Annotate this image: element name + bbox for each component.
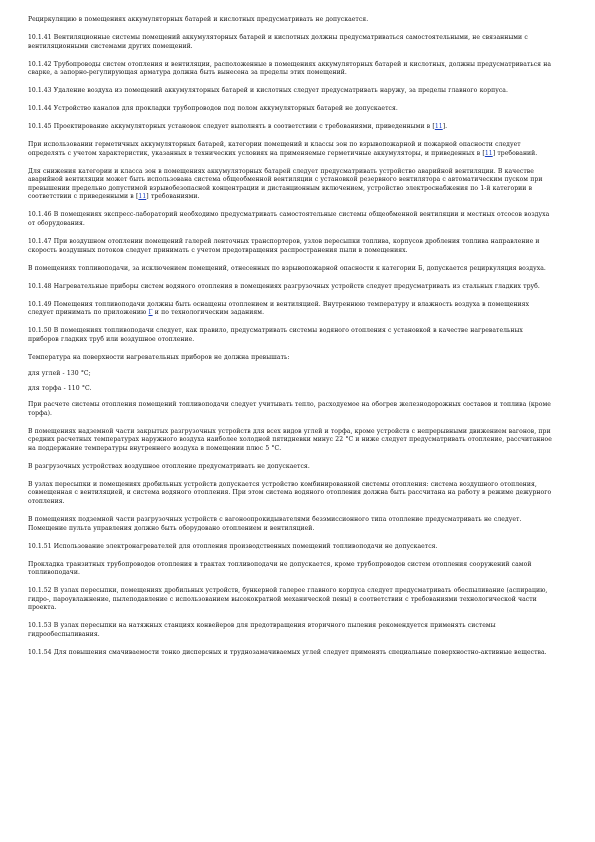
paragraph-text: 10.1.41 Вентиляционные системы помещений аккумуляторных батарей и кислотных должны предусматриваться самостоятельными, не связанными с вентиляционными системами других помещений. [28,33,528,50]
paragraph [28,516,555,533]
paragraph-text: 10.1.53 В узлах пересыпки на натяжных станциях конвейеров для предотвращения вторичного пыления рекомендуется применять системы гидрообеспыливания. [28,622,496,638]
paragraph [28,354,555,363]
reference-link[interactable]: 11 [484,149,493,157]
paragraph-text: Прокладка транзитных трубопроводов отопления в трактах топливоподачи не допускается, кроме трубопроводов систем отопления сооружений самой топливоподачи. [28,560,532,577]
paragraph [28,105,555,114]
paragraph [28,481,555,507]
paragraph [28,141,555,158]
paragraph-text: Температура на поверхности нагревательных приборов не должна превышать: [28,353,290,361]
paragraph-text: 10.1.43 Удаление воздуха из помещений аккумуляторных батарей и кислотных следует предусматривать наружу, за пределы главного корпуса. [28,87,508,95]
paragraph-text: 10.1.44 Устройство каналов для прокладки трубопроводов под полом аккумуляторных батарей не допускается. [28,105,398,113]
paragraph [28,16,555,25]
paragraph-text: 10.1.48 Нагревательные приборы систем водяного отопления в помещениях разгрузочных устройств следует предусматривать из стальных гладких труб. [28,282,540,290]
paragraph-text: 10.1.51 Использование электронагревателей для отопления производственных помещений топливоподачи не допускается. [28,542,438,550]
paragraph [28,211,555,228]
paragraph [28,61,555,78]
paragraph [28,301,555,318]
paragraph-text: В помещениях подземной части разгрузочных устройств с вагоноопрокидывателями безэмиссионного типа отопление предусматривать не следует. Помещение пульта управления должно быть оборудовано отоплением и вентиляцией. [28,515,522,532]
paragraph [28,123,555,132]
paragraph-text: ] требованиями. [146,193,200,201]
paragraph-text: 10.1.45 Проектирование аккумуляторных установок следует выполнять в соответствии с требованиями, приведенными в [ [28,123,435,131]
paragraph [28,370,555,379]
paragraph-text: 10.1.42 Трубопроводы систем отопления и вентиляции, расположенные в помещениях аккумуляторных батарей и кислотных, должны предусматриваться на сварке, а запорно-регулирующая арматура должна быть вынесена за пределы этих помещений. [28,60,552,77]
paragraph [28,649,555,658]
paragraph-text: 10.1.46 В помещениях экспресс-лабораторий необходимо предусматривать самостоятельные системы общеобменной вентиляции и местных отсосов воздуха от оборудования. [28,211,550,228]
paragraph-text: для углей - 130 °С; [28,369,91,377]
paragraph-text: В помещениях надземной части закрытых разгрузочных устройств для всех видов углей и торфа, кроме устройств с непрерывными движением вагонов, при средних расчетных температурах наружного воздуха наиболее холодной пятидневки минус 22 °С и ниже следует предусматривать отопление, рассчитанное на поддержание температуры внутреннего воздуха в помещении плюс 5 °С. [28,427,552,452]
paragraph [28,428,555,454]
paragraph-text: ]. [442,123,448,131]
paragraph-text: 10.1.52 В узлах пересыпки, помещениях дробильных устройств, бункерной галерее главного корпуса следует предусматривать обеспыливание (аспирацию, гидро-, пароувлажнение, пылеподавление с использованием высокократной механической пены) в соответствии с требованиями технологической части проекта. [28,587,548,612]
paragraph [28,283,555,292]
paragraph [28,463,555,472]
paragraph [28,587,555,613]
paragraph [28,168,555,202]
paragraph [28,622,555,639]
paragraph-text: ] требований. [492,149,538,157]
paragraph-text: При расчете системы отопления помещений топливоподачи следует учитывать тепло, расходуемое на обогрев железнодорожных составов и топлива (кроме торфа). [28,401,551,417]
paragraph-text: 10.1.50 В помещениях топливоподачи следует, как правило, предусматривать системы водяного отопления с установкой в качестве нагревательных приборов гладких труб или воздушное отопление. [28,327,523,343]
paragraph-text: и по технологическим заданиям. [152,309,265,317]
paragraph-text: 10.1.54 Для повышения смачиваемости тонко дисперсных и труднозамачиваемых углей следует применять специальные поверхностно-активные вещества. [28,648,547,656]
paragraph [28,543,555,552]
paragraph-text: Для снижения категории и класса зон в помещениях аккумуляторных батарей следует предусматривать устройство аварийной вентиляции. В качестве аварийной вентиляции может быть использована система общеобменной вентиляции с установкой резервного вентилятора с автоматическим пуском при превышении предельно допустимой взрывобезопасной концентрации и дистанционным включением, устройство электроснабжения по 1-й категории в соответствии с приведенными в [ [28,167,543,201]
paragraph-text: В помещениях топливоподачи, за исключением помещений, отнесенных по взрывопожарной опасности к категории Б, допускается рециркуляция воздуха. [28,264,546,272]
paragraph [28,401,555,418]
paragraph [28,238,555,255]
reference-link[interactable]: 11 [434,123,443,131]
reference-link[interactable]: 11 [138,193,147,201]
paragraph [28,327,555,344]
paragraph-text: В узлах пересыпки и помещениях дробильных устройств допускается устройство комбинированной системы отопления: система воздушного отопления, совмещенная с вентиляцией, и система водяного отопления. При этом система водяного отопления должна быть рассчитана на работу в режиме дежурного отопления. [28,480,552,505]
paragraph-text: 10.1.49 Помещения топливоподачи должны быть оснащены отоплением и вентиляцией. Внутреннюю температуру и влажность воздуха в помещениях следует принимать по приложению [28,300,530,317]
paragraph-text: для торфа - 110 °С. [28,385,92,393]
paragraph [28,265,555,274]
paragraph-text: В разгрузочных устройствах воздушное отопление предусматривать не допускается. [28,462,310,470]
paragraph-text: При использовании герметичных аккумуляторных батарей, категории помещений и классы зон по взрывопожарной и пожарной опасности следует определять с учетом характеристик, указанных в технических условиях на применяемые герметичные аккумуляторы, и приведенных в [ [28,141,521,157]
paragraph [28,561,555,578]
paragraph [28,34,555,51]
paragraph [28,87,555,96]
paragraph-text: Рециркуляцию в помещениях аккумуляторных батарей и кислотных предусматривать не допускается. [28,16,369,23]
paragraph [28,385,555,394]
paragraph-text: 10.1.47 При воздушном отоплении помещений галерей ленточных транспортеров, узлов пересыпки топлива, корпусов дробления топлива направление и скорость воздушных потоков следует принимать с учетом предотвращения распространения пыли в помещениях. [28,238,540,254]
reference-link[interactable]: Г [148,309,153,317]
